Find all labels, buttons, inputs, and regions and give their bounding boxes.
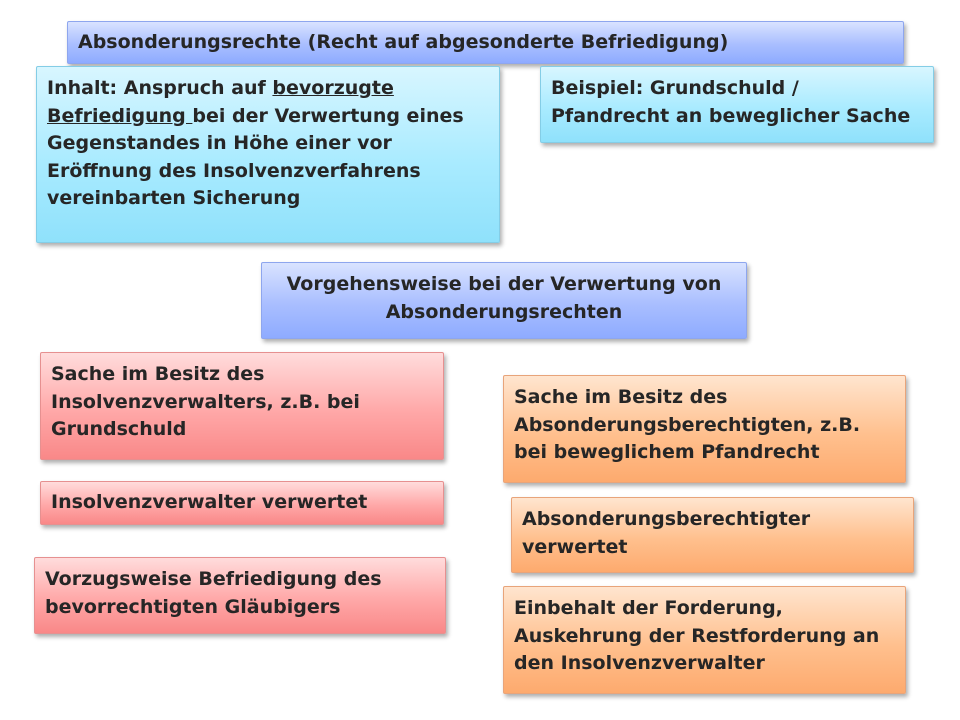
left-possession-box — [40, 352, 444, 460]
right-retention-box — [503, 586, 906, 694]
procedure-text: Vorgehensweise bei der Verwertung von Absonderungsrechten — [286, 273, 722, 323]
title-box — [67, 21, 904, 64]
procedure-box — [261, 262, 747, 339]
example-text: Beispiel: Grundschuld / Pfandrecht an beweglicher Sache — [551, 77, 911, 127]
right-possession-text: Sache im Besitz des Absonderungsberechtigten, z.B. bei beweglichem Pfandrecht — [514, 386, 861, 464]
content-prefix: Inhalt: Anspruch auf — [47, 77, 273, 99]
left-exploits-text: Insolvenzverwalter verwertet — [51, 491, 368, 513]
content-box — [36, 66, 500, 243]
title-text: Absonderungsrechte (Recht auf abgesonderte Befriedigung) — [78, 31, 729, 53]
right-retention-text: Einbehalt der Forderung, Auskehrung der Restforderung an den Insolvenzverwalter — [514, 597, 880, 675]
content-suffix: bei der Verwertung eines Gegenstandes in Höhe einer vor Eröffnung des Insolvenzverfahrens vereinbarten Sicherung — [47, 104, 464, 210]
right-exploits-box — [511, 497, 914, 573]
left-satisfaction-box — [34, 557, 446, 634]
example-box — [540, 66, 934, 143]
left-possession-text: Sache im Besitz des Insolvenzverwalters, z.B. bei Grundschuld — [51, 363, 360, 441]
right-exploits-text: Absonderungsberechtigter verwertet — [522, 508, 811, 558]
content-underlined: bevorzugte Befriedigung — [47, 77, 394, 127]
right-possession-box — [503, 375, 906, 483]
left-exploits-box — [40, 481, 444, 525]
left-satisfaction-text: Vorzugsweise Befriedigung des bevorrechtigten Gläubigers — [45, 568, 382, 618]
